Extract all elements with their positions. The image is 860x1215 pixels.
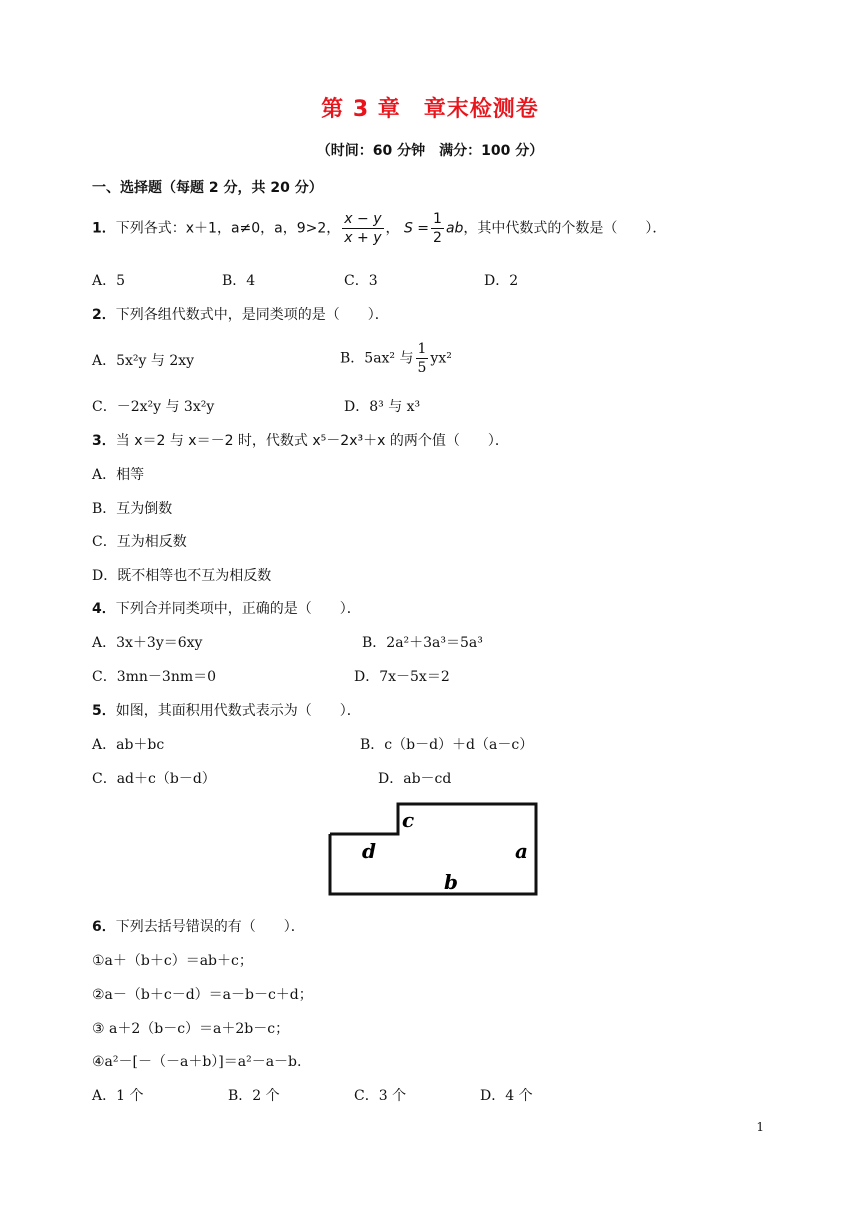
option-c: C．3mn－3nm＝0 [92, 669, 217, 685]
label-c: c [402, 808, 415, 832]
fraction-numerator: 1 [417, 341, 427, 357]
option-d: D．2 [484, 273, 519, 289]
question-6 [92, 918, 305, 936]
fraction [416, 340, 429, 377]
option-d: D．既不相等也不互为相反数 [92, 568, 272, 584]
statement-3: ③ a＋2（b－c）＝a＋2b－c； [92, 1021, 290, 1037]
option-b: B．4 [222, 273, 256, 289]
statement-2: ②a－（b＋c－d）＝a－b－c＋d； [92, 987, 313, 1003]
option-b-suffix: yx² [430, 350, 452, 367]
option-b [340, 340, 452, 377]
question-1 [92, 210, 666, 247]
option-b-text: B．5ax² 与 [340, 350, 414, 367]
question-number: 4． [92, 601, 116, 617]
fraction-numerator: 1 [433, 211, 442, 227]
equation-lhs: S = [403, 220, 430, 237]
question-text: 当 x＝2 与 x＝－2 时，代数式 x⁵－2x³＋x 的两个值（ ）． [115, 433, 509, 449]
option-b: B．互为倒数 [92, 501, 173, 517]
option-c: C．ad＋c（b－d） [92, 771, 216, 787]
option-b: B．2a²＋3a³＝5a³ [362, 635, 483, 651]
question-number: 6． [92, 919, 116, 935]
question-text: 下列各组代数式中，是同类项的是（ ）． [115, 307, 389, 323]
question-4 [92, 600, 361, 618]
question-2 [92, 306, 389, 324]
question-number: 3． [92, 433, 116, 449]
fraction-denominator: 5 [417, 360, 427, 376]
fraction-denominator: 2 [433, 230, 442, 246]
option-a: A．ab＋bc [92, 737, 165, 753]
option-d: D．4 个 [480, 1088, 533, 1104]
option-b: B．2 个 [228, 1088, 280, 1104]
label-d: d [362, 839, 376, 863]
statement-4: ④a²－[－（－a＋b）]＝a²－a－b. [92, 1054, 302, 1070]
option-a: A．3x＋3y＝6xy [92, 635, 203, 651]
question-text: 下列合并同类项中，正确的是（ ）． [115, 601, 361, 617]
exam-info: （时间：60 分钟 满分：100 分） [316, 143, 544, 159]
question-text: 下列去括号错误的有（ ）． [115, 919, 305, 935]
question-number: 1． [92, 220, 116, 237]
option-a: A．5 [92, 273, 126, 289]
option-a: A．相等 [92, 467, 145, 483]
question-3 [92, 432, 509, 450]
separator: ， [385, 220, 400, 237]
question-5 [92, 702, 361, 720]
half-fraction [431, 210, 444, 247]
option-c: C．3 [344, 273, 378, 289]
figure-outline [330, 804, 536, 894]
option-d: D．ab－cd [378, 771, 452, 787]
option-c: C．3 个 [354, 1088, 407, 1104]
option-b: B．c（b－d）＋d（a－c） [360, 737, 534, 753]
page-number: 1 [756, 1120, 764, 1134]
option-a: A．5x²y 与 2xy [92, 353, 195, 369]
option-a: A．1 个 [92, 1088, 144, 1104]
question-text: 如图，其面积用代数式表示为（ ）． [115, 703, 361, 719]
option-d: D．8³ 与 x³ [344, 399, 421, 415]
section-heading: 一、选择题（每题 2 分，共 20 分） [92, 180, 323, 196]
equation-rhs: ab [445, 220, 464, 237]
fraction-denominator: x + y [344, 230, 382, 246]
option-d: D．7x－5x＝2 [354, 669, 450, 685]
statement-1: ①a＋（b＋c）＝ab＋c； [92, 953, 253, 969]
area-figure [326, 800, 540, 898]
question-text: 下列各式：x＋1，a≠0，a，9>2， [115, 220, 341, 237]
question-text-suffix: ，其中代数式的个数是（ ）． [463, 220, 667, 237]
option-c: C．－2x²y 与 3x²y [92, 399, 215, 415]
label-a: a [515, 839, 528, 863]
option-c: C．互为相反数 [92, 534, 187, 550]
page-title: 第 3 章 章末检测卷 [321, 97, 539, 122]
question-number: 2． [92, 307, 116, 323]
fraction [342, 210, 383, 247]
label-b: b [444, 870, 458, 894]
fraction-numerator: x − y [344, 211, 382, 227]
question-number: 5． [92, 703, 116, 719]
